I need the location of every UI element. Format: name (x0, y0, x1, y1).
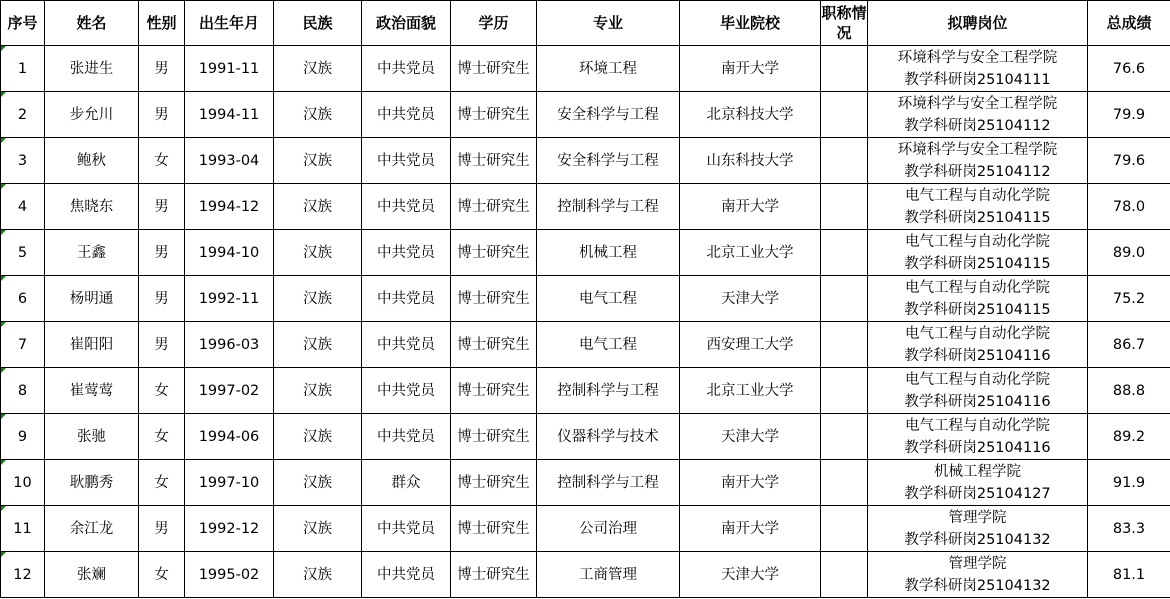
major-cell: 公司治理 (537, 506, 680, 552)
post-department: 环境科学与安全工程学院 (897, 49, 1058, 66)
post-department: 电气工程与自动化学院 (905, 187, 1050, 204)
birth-date-cell: 1994-10 (185, 230, 274, 276)
school-cell: 北京工业大学 (680, 368, 821, 414)
school-cell: 天津大学 (680, 552, 821, 598)
post-department: 电气工程与自动化学院 (905, 371, 1050, 388)
header-row (1, 1, 1170, 46)
table-row (1, 460, 1170, 506)
education-cell: 博士研究生 (451, 322, 537, 368)
serial-number-cell: 12 (1, 552, 45, 598)
post-department: 电气工程与自动化学院 (905, 233, 1050, 250)
post-cell (868, 92, 1088, 138)
total-score-cell: 81.1 (1088, 552, 1170, 598)
post-code: 教学科研岗25104112 (904, 117, 1051, 134)
major-cell: 电气工程 (537, 276, 680, 322)
professional-title-cell (821, 552, 868, 598)
serial-number-cell: 3 (1, 138, 45, 184)
post-cell (868, 552, 1088, 598)
name-cell: 耿鹏秀 (45, 460, 139, 506)
post-code: 教学科研岗25104116 (904, 439, 1051, 456)
ethnicity-cell: 汉族 (274, 322, 362, 368)
school-cell: 南开大学 (680, 506, 821, 552)
serial-number-cell: 8 (1, 368, 45, 414)
education-cell: 博士研究生 (451, 230, 537, 276)
table-row (1, 46, 1170, 92)
major-cell: 安全科学与工程 (537, 92, 680, 138)
post-code: 教学科研岗25104111 (904, 71, 1051, 88)
total-score-cell: 79.9 (1088, 92, 1170, 138)
post-code: 教学科研岗25104116 (904, 347, 1051, 364)
political-status-cell: 中共党员 (362, 276, 451, 322)
table-row (1, 184, 1170, 230)
total-score-cell: 86.7 (1088, 322, 1170, 368)
education-cell: 博士研究生 (451, 460, 537, 506)
gender-cell: 女 (139, 368, 185, 414)
education-cell: 博士研究生 (451, 92, 537, 138)
school-cell: 北京工业大学 (680, 230, 821, 276)
name-cell: 王鑫 (45, 230, 139, 276)
serial-number-cell: 7 (1, 322, 45, 368)
gender-cell: 男 (139, 46, 185, 92)
post-code: 教学科研岗25104132 (904, 531, 1051, 548)
school-cell: 天津大学 (680, 276, 821, 322)
table-row (1, 138, 1170, 184)
major-cell: 控制科学与工程 (537, 184, 680, 230)
total-score-cell: 75.2 (1088, 276, 1170, 322)
header-cell: 职称情况 (821, 1, 868, 46)
major-cell: 环境工程 (537, 46, 680, 92)
education-cell: 博士研究生 (451, 184, 537, 230)
total-score-cell: 89.2 (1088, 414, 1170, 460)
table-row (1, 230, 1170, 276)
professional-title-cell (821, 460, 868, 506)
table-row (1, 414, 1170, 460)
name-cell: 张斓 (45, 552, 139, 598)
post-department: 环境科学与安全工程学院 (897, 95, 1058, 112)
major-cell: 安全科学与工程 (537, 138, 680, 184)
serial-number-cell: 10 (1, 460, 45, 506)
gender-cell: 男 (139, 230, 185, 276)
ethnicity-cell: 汉族 (274, 138, 362, 184)
ethnicity-cell: 汉族 (274, 276, 362, 322)
gender-cell: 女 (139, 414, 185, 460)
post-department: 管理学院 (948, 509, 1007, 526)
header-cell: 毕业院校 (680, 1, 821, 46)
political-status-cell: 中共党员 (362, 138, 451, 184)
header-cell: 学历 (451, 1, 537, 46)
table-body (1, 46, 1170, 598)
birth-date-cell: 1994-06 (185, 414, 274, 460)
professional-title-cell (821, 276, 868, 322)
ethnicity-cell: 汉族 (274, 552, 362, 598)
birth-date-cell: 1997-10 (185, 460, 274, 506)
name-cell: 步允川 (45, 92, 139, 138)
name-cell: 鲍秋 (45, 138, 139, 184)
birth-date-cell: 1995-02 (185, 552, 274, 598)
school-cell: 北京科技大学 (680, 92, 821, 138)
ethnicity-cell: 汉族 (274, 506, 362, 552)
school-cell: 西安理工大学 (680, 322, 821, 368)
school-cell: 南开大学 (680, 184, 821, 230)
post-department: 电气工程与自动化学院 (905, 279, 1050, 296)
school-cell: 山东科技大学 (680, 138, 821, 184)
serial-number-cell: 11 (1, 506, 45, 552)
birth-date-cell: 1993-04 (185, 138, 274, 184)
serial-number-cell: 4 (1, 184, 45, 230)
gender-cell: 男 (139, 506, 185, 552)
header-cell: 性别 (139, 1, 185, 46)
political-status-cell: 中共党员 (362, 414, 451, 460)
post-cell (868, 414, 1088, 460)
political-status-cell: 中共党员 (362, 92, 451, 138)
total-score-cell: 83.3 (1088, 506, 1170, 552)
political-status-cell: 群众 (362, 460, 451, 506)
professional-title-cell (821, 414, 868, 460)
professional-title-cell (821, 322, 868, 368)
total-score-cell: 91.9 (1088, 460, 1170, 506)
ethnicity-cell: 汉族 (274, 460, 362, 506)
political-status-cell: 中共党员 (362, 368, 451, 414)
total-score-cell: 89.0 (1088, 230, 1170, 276)
table-row (1, 276, 1170, 322)
professional-title-cell (821, 92, 868, 138)
name-cell: 杨明通 (45, 276, 139, 322)
name-cell: 张驰 (45, 414, 139, 460)
education-cell: 博士研究生 (451, 506, 537, 552)
school-cell: 南开大学 (680, 460, 821, 506)
table-row (1, 92, 1170, 138)
birth-date-cell: 1994-11 (185, 92, 274, 138)
header-cell: 出生年月 (185, 1, 274, 46)
header-cell: 政治面貌 (362, 1, 451, 46)
post-department: 管理学院 (948, 555, 1007, 572)
professional-title-cell (821, 506, 868, 552)
gender-cell: 男 (139, 322, 185, 368)
ethnicity-cell: 汉族 (274, 414, 362, 460)
major-cell: 电气工程 (537, 322, 680, 368)
education-cell: 博士研究生 (451, 138, 537, 184)
professional-title-cell (821, 230, 868, 276)
education-cell: 博士研究生 (451, 368, 537, 414)
post-cell (868, 368, 1088, 414)
political-status-cell: 中共党员 (362, 506, 451, 552)
table-row (1, 322, 1170, 368)
political-status-cell: 中共党员 (362, 322, 451, 368)
post-code: 教学科研岗25104127 (904, 485, 1051, 502)
gender-cell: 女 (139, 138, 185, 184)
birth-date-cell: 1992-12 (185, 506, 274, 552)
total-score-cell: 79.6 (1088, 138, 1170, 184)
post-department: 电气工程与自动化学院 (905, 325, 1050, 342)
header-cell: 拟聘岗位 (868, 1, 1088, 46)
major-cell: 工商管理 (537, 552, 680, 598)
major-cell: 机械工程 (537, 230, 680, 276)
post-code: 教学科研岗25104116 (904, 393, 1051, 410)
serial-number-cell: 6 (1, 276, 45, 322)
ethnicity-cell: 汉族 (274, 368, 362, 414)
political-status-cell: 中共党员 (362, 46, 451, 92)
birth-date-cell: 1994-12 (185, 184, 274, 230)
serial-number-cell: 9 (1, 414, 45, 460)
header-cell: 姓名 (45, 1, 139, 46)
header-cell: 序号 (1, 1, 45, 46)
birth-date-cell: 1997-02 (185, 368, 274, 414)
post-code: 教学科研岗25104112 (904, 163, 1051, 180)
gender-cell: 女 (139, 460, 185, 506)
header-cell: 民族 (274, 1, 362, 46)
post-code: 教学科研岗25104132 (904, 577, 1051, 594)
total-score-cell: 78.0 (1088, 184, 1170, 230)
serial-number-cell: 1 (1, 46, 45, 92)
serial-number-cell: 5 (1, 230, 45, 276)
post-department: 电气工程与自动化学院 (905, 417, 1050, 434)
ethnicity-cell: 汉族 (274, 184, 362, 230)
professional-title-cell (821, 46, 868, 92)
total-score-cell: 76.6 (1088, 46, 1170, 92)
ethnicity-cell: 汉族 (274, 92, 362, 138)
birth-date-cell: 1996-03 (185, 322, 274, 368)
gender-cell: 男 (139, 92, 185, 138)
gender-cell: 男 (139, 184, 185, 230)
post-cell (868, 506, 1088, 552)
political-status-cell: 中共党员 (362, 552, 451, 598)
name-cell: 焦晓东 (45, 184, 139, 230)
post-cell (868, 184, 1088, 230)
post-code: 教学科研岗25104115 (904, 301, 1051, 318)
post-cell (868, 460, 1088, 506)
professional-title-cell (821, 184, 868, 230)
post-cell (868, 138, 1088, 184)
name-cell: 崔莺莺 (45, 368, 139, 414)
post-department: 机械工程学院 (934, 463, 1021, 480)
major-cell: 控制科学与工程 (537, 368, 680, 414)
gender-cell: 男 (139, 276, 185, 322)
birth-date-cell: 1991-11 (185, 46, 274, 92)
professional-title-cell (821, 138, 868, 184)
post-cell (868, 322, 1088, 368)
education-cell: 博士研究生 (451, 46, 537, 92)
header-cell: 总成绩 (1088, 1, 1170, 46)
post-code: 教学科研岗25104115 (904, 209, 1051, 226)
post-cell (868, 276, 1088, 322)
major-cell: 控制科学与工程 (537, 460, 680, 506)
political-status-cell: 中共党员 (362, 184, 451, 230)
table-row (1, 552, 1170, 598)
post-cell (868, 230, 1088, 276)
name-cell: 崔阳阳 (45, 322, 139, 368)
gender-cell: 女 (139, 552, 185, 598)
education-cell: 博士研究生 (451, 552, 537, 598)
school-cell: 南开大学 (680, 46, 821, 92)
header-cell: 专业 (537, 1, 680, 46)
post-department: 环境科学与安全工程学院 (897, 141, 1058, 158)
ethnicity-cell: 汉族 (274, 230, 362, 276)
serial-number-cell: 2 (1, 92, 45, 138)
post-cell (868, 46, 1088, 92)
education-cell: 博士研究生 (451, 276, 537, 322)
name-cell: 余江龙 (45, 506, 139, 552)
post-code: 教学科研岗25104115 (904, 255, 1051, 272)
birth-date-cell: 1992-11 (185, 276, 274, 322)
education-cell: 博士研究生 (451, 414, 537, 460)
table-row (1, 368, 1170, 414)
ethnicity-cell: 汉族 (274, 46, 362, 92)
total-score-cell: 88.8 (1088, 368, 1170, 414)
table-row (1, 506, 1170, 552)
name-cell: 张进生 (45, 46, 139, 92)
political-status-cell: 中共党员 (362, 230, 451, 276)
professional-title-cell (821, 368, 868, 414)
school-cell: 天津大学 (680, 414, 821, 460)
major-cell: 仪器科学与技术 (537, 414, 680, 460)
